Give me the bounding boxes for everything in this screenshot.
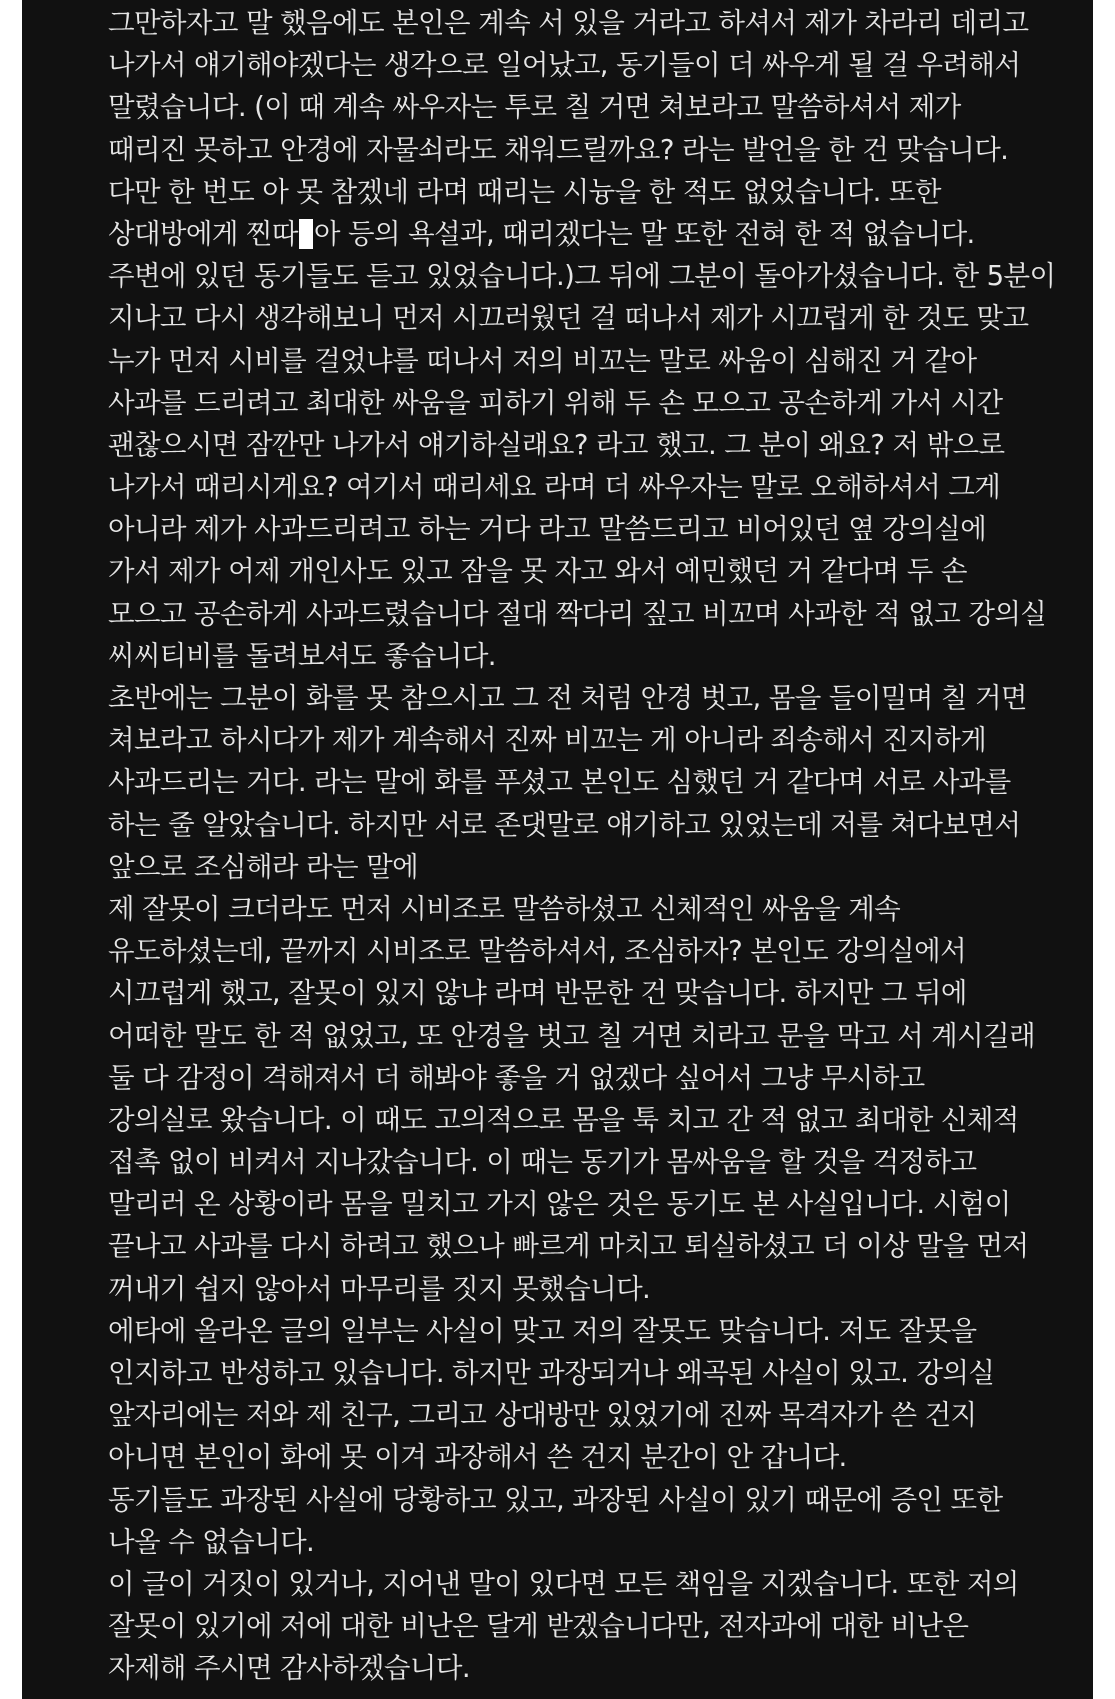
text-line-18: 쳐보라고 하시다가 제가 계속해서 진짜 비꼬는 게 아니라 죄송해서 진지하게: [108, 724, 987, 757]
text-line-32: 에타에 올라온 글의 일부는 사실이 맞고 저의 잘못도 맞습니다. 저도 잘못을: [108, 1314, 977, 1347]
text-line-35: 아니면 본인이 화에 못 이겨 과장해서 쓴 건지 분간이 안 갑니다.: [108, 1441, 847, 1474]
text-line-17: 초반에는 그분이 화를 못 참으시고 그 전 처럼 안경 벗고, 몸을 들이밀며 칠 거면: [108, 682, 1027, 714]
post-body: [22, 0, 1093, 1699]
text-line-28: 접촉 없이 비켜서 지나갔습니다. 이 때는 동기가 몸싸움을 할 것을 걱정하고: [108, 1146, 977, 1179]
text-line-29: 말리러 온 상황이라 몸을 밀치고 가지 않은 것은 동기도 본 사실입니다. 시험이: [108, 1188, 1011, 1221]
text-line-38: 이 글이 거짓이 있거나, 지어낸 말이 있다면 모든 책임을 지겠습니다. 또한 저의: [108, 1567, 1019, 1600]
text-line-16: 씨씨티비를 돌려보셔도 좋습니다.: [108, 639, 496, 672]
text-line-37: 나올 수 없습니다.: [108, 1525, 315, 1558]
text-line-20: 하는 줄 알았습니다. 하지만 서로 존댓말로 얘기하고 있었는데 저를 쳐다보면서: [108, 808, 1021, 841]
text-line-30: 끝나고 사과를 다시 하려고 했으나 빠르게 마치고 퇴실하셨고 더 이상 말을 먼저: [108, 1230, 1029, 1263]
text-line-26: 둘 다 감정이 격해져서 더 해봐야 좋을 거 없겠다 싶어서 그냥 무시하고: [108, 1061, 925, 1094]
text-line-3: 말렸습니다. (이 때 계속 싸우자는 투로 칠 거면 쳐보라고 말씀하셔서 제가: [108, 91, 961, 124]
text-line-12: 나가서 때리시게요? 여기서 때리세요 라며 더 싸우자는 말로 오해하셔서 그게: [108, 471, 1001, 504]
text-line-22: 제 잘못이 크더라도 먼저 시비조로 말씀하셨고 신체적인 싸움을 계속: [108, 892, 901, 925]
text-line-5: 다만 한 번도 아 못 참겠네 라며 때리는 시늉을 한 적도 없었습니다. 또한: [108, 175, 941, 208]
text-line-7: 주변에 있던 동기들도 듣고 있었습니다.)그 뒤에 그분이 돌아가셨습니다. 한 5분이: [108, 260, 1056, 293]
text-line-9: 누가 먼저 시비를 걸었냐를 떠나서 저의 비꼬는 말로 싸움이 심해진 거 같아: [108, 344, 977, 377]
text-line-11: 괜찮으시면 잠깐만 나가서 얘기하실래요? 라고 했고. 그 분이 왜요? 저 밖으로: [108, 428, 1005, 461]
text-segment-after-censor: 아 등의 욕설과, 때리겠다는 말 또한 전혀 한 적 없습니다.: [313, 217, 975, 250]
text-line-24: 시끄럽게 했고, 잘못이 있지 않냐 라며 반문한 건 맞습니다. 하지만 그 뒤에: [108, 977, 967, 1010]
text-line-36: 동기들도 과장된 사실에 당황하고 있고, 과장된 사실이 있기 때문에 증인 또한: [108, 1483, 1003, 1516]
text-line-13: 아니라 제가 사과드리려고 하는 거다 라고 말씀드리고 비어있던 옆 강의실에: [108, 513, 987, 546]
text-line-33: 인지하고 반성하고 있습니다. 하지만 과장되거나 왜곡된 사실이 있고. 강의실: [108, 1357, 995, 1389]
text-line-2: 나가서 얘기해야겠다는 생각으로 일어났고, 동기들이 더 싸우게 될 걸 우려해서: [108, 49, 1021, 82]
text-line-31: 꺼내기 쉽지 않아서 마무리를 짓지 못했습니다.: [108, 1272, 651, 1305]
text-segment-before-censor: 상대방에게 찐따: [108, 217, 298, 250]
text-line-1: 그만하자고 말 했음에도 본인은 계속 서 있을 거라고 하셔서 제가 차라리 데리고: [108, 7, 1029, 39]
text-line-39: 잘못이 있기에 저에 대한 비난은 달게 받겠습니다만, 전자과에 대한 비난은: [108, 1610, 969, 1643]
text-line-40: 자제해 주시면 감사하겠습니다.: [108, 1652, 470, 1685]
text-line-4: 때리진 못하고 안경에 자물쇠라도 채워드릴까요? 라는 발언을 한 건 맞습니다.: [108, 133, 1009, 166]
text-line-27: 강의실로 왔습니다. 이 때도 고의적으로 몸을 툭 치고 간 적 없고 최대한 신체적: [108, 1103, 1019, 1136]
text-line-34: 앞자리에는 저와 제 친구, 그리고 상대방만 있었기에 진짜 목격자가 쓴 건지: [108, 1399, 977, 1432]
text-line-14: 가서 제가 어제 개인사도 있고 잠을 못 자고 와서 예민했던 거 같다며 두 손: [108, 555, 967, 588]
text-line-19: 사과드리는 거다. 라는 말에 화를 푸셨고 본인도 심했던 거 같다며 서로 사과를: [108, 766, 1011, 799]
text-line-21: 앞으로 조심해라 라는 말에: [108, 850, 419, 883]
text-line-10: 사과를 드리려고 최대한 싸움을 피하기 위해 두 손 모으고 공손하게 가서 시간: [108, 386, 1003, 419]
text-line-6: [108, 213, 1093, 255]
text-line-25: 어떠한 말도 한 적 없었고, 또 안경을 벗고 칠 거면 치라고 문을 막고 서 계시길래: [108, 1019, 1036, 1052]
text-line-15: 모으고 공손하게 사과드렸습니다 절대 짝다리 짚고 비꼬며 사과한 적 없고 강의실: [108, 597, 1047, 630]
censor-block: [299, 219, 313, 249]
text-line-8: 지나고 다시 생각해보니 먼저 시끄러웠던 걸 떠나서 제가 시끄럽게 한 것도 맞고: [108, 302, 1029, 335]
text-line-23: 유도하셨는데, 끝까지 시비조로 말씀하셔서, 조심하자? 본인도 강의실에서: [108, 935, 967, 968]
